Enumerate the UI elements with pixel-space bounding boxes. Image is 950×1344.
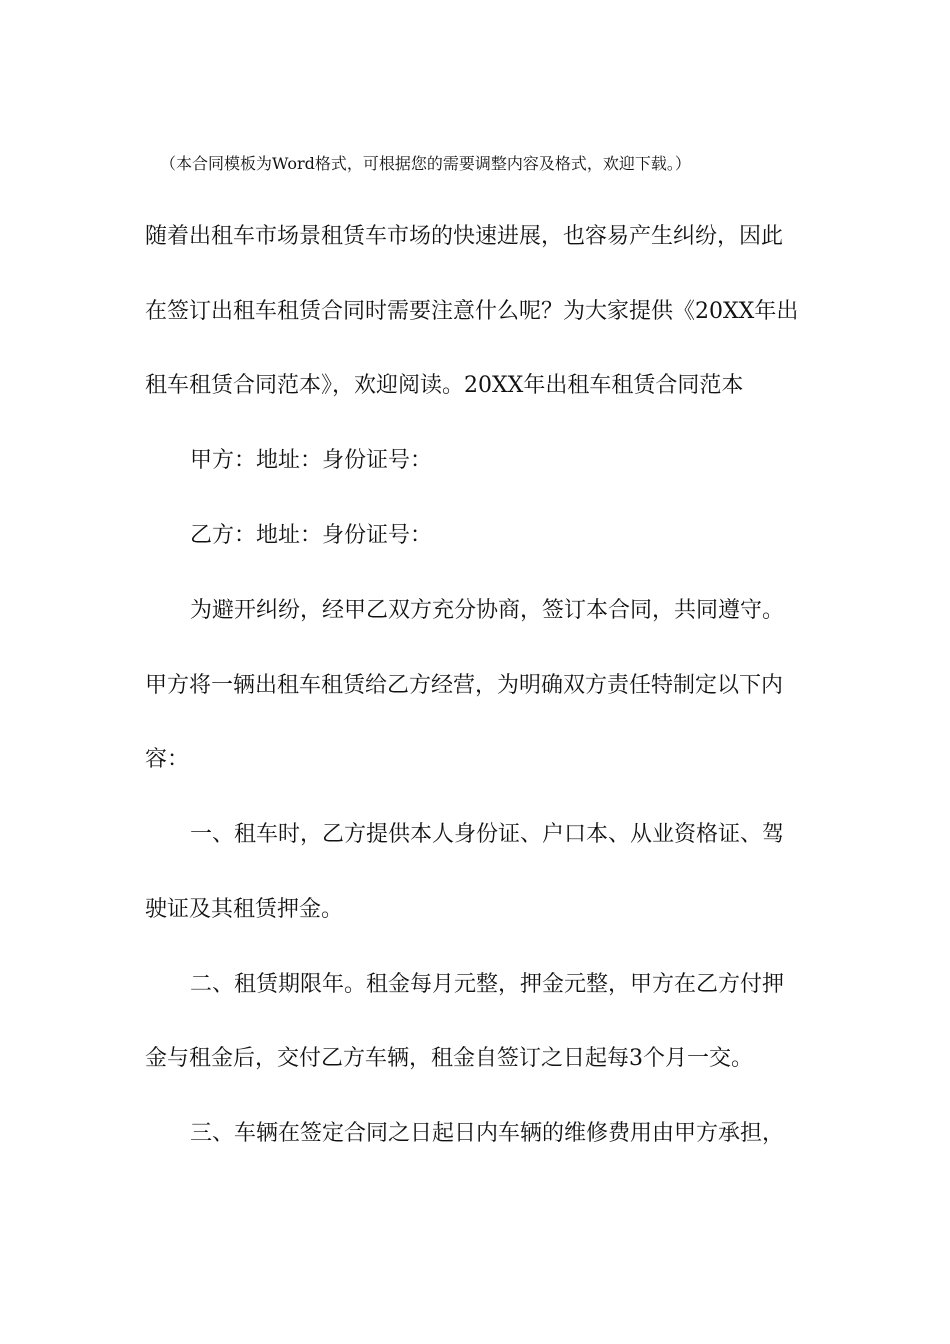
party-b-line: 乙方：地址：身份证号： bbox=[190, 523, 433, 548]
intro-line-1: 随着出租车市场景租赁车市场的快速进展，也容易产生纠纷，因此 bbox=[145, 224, 784, 249]
purpose-line-1: 甲方将一辆出租车租赁给乙方经营，为明确双方责任特制定以下内 bbox=[145, 673, 784, 698]
clause-2-line-1: 二、租赁期限年。租金每月元整，押金元整，甲方在乙方付押 bbox=[190, 972, 785, 997]
intro-line-2: 在签订出租车租赁合同时需要注意什么呢？为大家提供《20XX年出 bbox=[145, 299, 799, 324]
clause-3-line-1: 三、车辆在签定合同之日起日内车辆的维修费用由甲方承担， bbox=[190, 1121, 785, 1146]
purpose-line-2: 容： bbox=[145, 747, 190, 772]
party-a-line: 甲方：地址：身份证号： bbox=[190, 448, 433, 473]
clause-2-line-2: 金与租金后，交付乙方车辆，租金自签订之日起每3个月一交。 bbox=[145, 1046, 753, 1071]
clause-1-line-1: 一、租车时，乙方提供本人身份证、户口本、从业资格证、驾 bbox=[190, 822, 785, 847]
agreement-line: 为避开纠纷，经甲乙双方充分协商，签订本合同，共同遵守。 bbox=[190, 598, 785, 623]
template-note: （本合同模板为Word格式，可根据您的需要调整内容及格式，欢迎下载。） bbox=[160, 154, 691, 173]
clause-1-line-2: 驶证及其租赁押金。 bbox=[145, 897, 344, 922]
intro-line-3: 租车租赁合同范本》，欢迎阅读。20XX年出租车租赁合同范本 bbox=[145, 373, 744, 398]
